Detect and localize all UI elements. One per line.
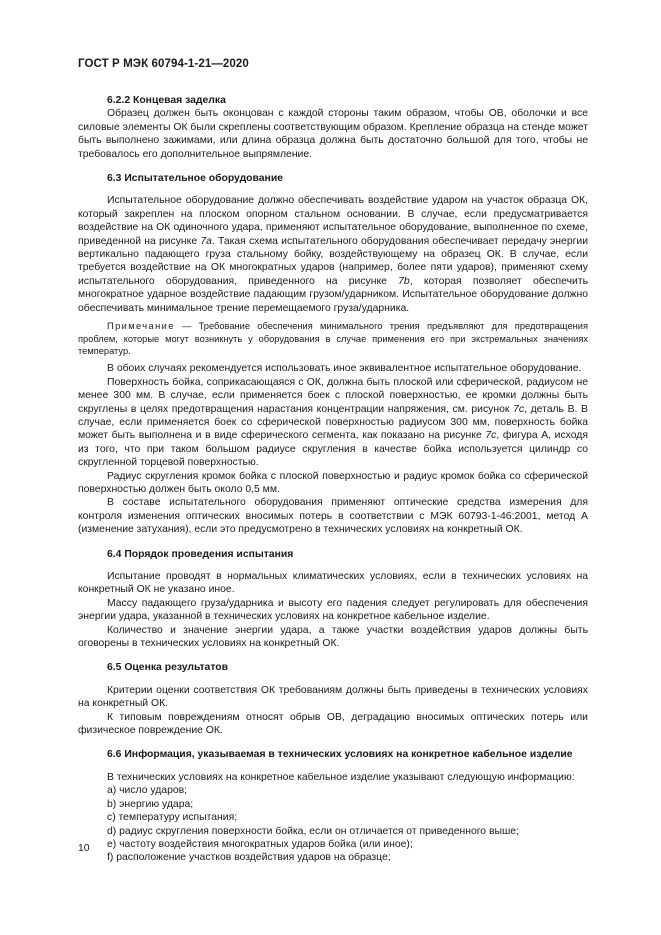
section-6-5-title: 6.5 Оценка результатов [107, 662, 229, 674]
list-item: a) число ударов; [107, 785, 188, 797]
list-item: d) радиус скругления поверхности бойка, если он отличается от приведенного выше; [107, 825, 519, 837]
figure-ref: 7b [398, 275, 410, 287]
section-6-3-paragraph-5: В составе испытательного оборудования применяют оптические средства измерения для контроля изменения оптических вносимых потерь в соответствии с МЭК 60793-1-46:2001, метод А (изменение затухания), если это предусмотрено в технических условиях на конкретный ОК. [78, 497, 588, 536]
section-6-3-paragraph-4: Радиус скругления кромок бойка с плоской поверхностью и радиус кромок бойка со сферической поверхностью должен быть около 0,5 мм. [78, 470, 588, 495]
document-body [78, 94, 588, 865]
document-standard-header: ГОСТ Р МЭК 60794-1-21—2020 [78, 58, 249, 70]
figure-ref: 7c [513, 403, 525, 415]
page-number: 10 [78, 843, 90, 854]
section-6-4-title: 6.4 Порядок проведения испытания [107, 548, 294, 560]
section-6-5-paragraph-2: К типовым повреждениям относят обрыв ОВ, деградацию вносимых оптических потерь или физическое повреждение ОК. [78, 711, 588, 737]
section-6-5-paragraph-1: Критерии оценки соответствия ОК требованиям должны быть приведены в технических условиях на конкретный ОК. [78, 684, 588, 710]
section-6-3-note: Примечание — Требование обеспечения минимального трения предъявляют для предотвращения проблем, которые могут возникнуть у оборудования в случае применения его при экстремальных значениях температур. [78, 321, 588, 356]
section-6-3-paragraph-3: Поверхность бойка, соприкасающаяся с ОК, должна быть плоской или сферической, радиусом не менее 300 мм. В случае, если применяется боек с плоской поверхностью, ее кромки должны быть скруглены в целях предотвращения нарастания концентрации напряжения, см. рисунок 7c, деталь В. В случае, если применяется боек со сферической поверхностью радиусом 300 мм, поверхность бойка может быть выполнена и в виде сферического сегмента, как показано на рисунке 7c, фигура А, исходя из того, что при таком большом радиусе скругления в качестве бойка используется цилиндр со скругленной торцевой поверхностью. [78, 376, 588, 469]
section-6-6-title: 6.6 Информация, указываемая в технических условиях на конкретное кабельное изделие [107, 749, 573, 761]
section-6-2-2-title: 6.2.2 Концевая заделка [107, 95, 226, 106]
note-label: Примечание [107, 321, 175, 332]
list-item: c) температуру испытания; [107, 812, 238, 824]
section-6-4-paragraph-1: Испытание проводят в нормальных климатических условиях, если в технических условиях на конкретный ОК не указано иное. [78, 571, 588, 596]
list-item: b) энергию удара; [107, 798, 194, 810]
figure-ref: 7c [485, 430, 497, 442]
section-6-4-paragraph-3: Количество и значение энергии удара, а также участки воздействия ударов должны быть оговорены в технических условиях на конкретный ОК. [78, 624, 588, 650]
list-item: e) частоту воздействия многократных ударов бойка (или иное); [107, 838, 413, 850]
section-6-3-paragraph-2: В обоих случаях рекомендуется использовать иное эквивалентное испытательное оборудование. [107, 363, 582, 375]
section-6-2-2-paragraph: Образец должен быть оконцован с каждой стороны таким образом, чтобы ОВ, оболочки и все силовые элементы ОК были скреплены соответствующим образом. Крепление образца на стенде может быть выполнено зажимами, или длина образца должна быть достаточно большой для того, чтобы не требовалось его дополнительное выпрямление. [78, 108, 588, 160]
list-item: f) расположение участков воздействия ударов на образце; [107, 852, 391, 864]
section-6-3-title: 6.3 Испытательное оборудование [107, 173, 283, 185]
section-6-3-paragraph-1: Испытательное оборудование должно обеспечивать воздействие ударом на участок образца ОК, который закреплен на плоском опорном стальном основании. В случае, если предусматривается воздействие на ОК одиночного удара, применяют испытательное оборудование, выполненное по схеме, приведенной на рисунке 7a. Такая схема испытательного оборудования обеспечивает передачу энергии вертикально падающего груза стальному бойку, воздействующему на образец ОК. В случае, если требуется воздействие на ОК многократных ударов (например, более пяти ударов), применяют схему испытательного оборудования, приведенного на рисунке 7b, которая позволяет обеспечить многократное ударное воздействие падающим грузом/ударником. Испытательное оборудование должно обеспечивать минимальное трение перемещаемого груза/ударника. [78, 195, 588, 314]
section-6-4-paragraph-2: Массу падающего груза/ударника и высоту его падения следует регулировать для обеспечения энергии удара, указанной в технических условиях на конкретное кабельное изделие. [78, 597, 588, 623]
section-6-6-intro: В технических условиях на конкретное кабельное изделие указывают следующую информацию: [107, 771, 575, 783]
figure-ref: 7a [200, 235, 212, 247]
